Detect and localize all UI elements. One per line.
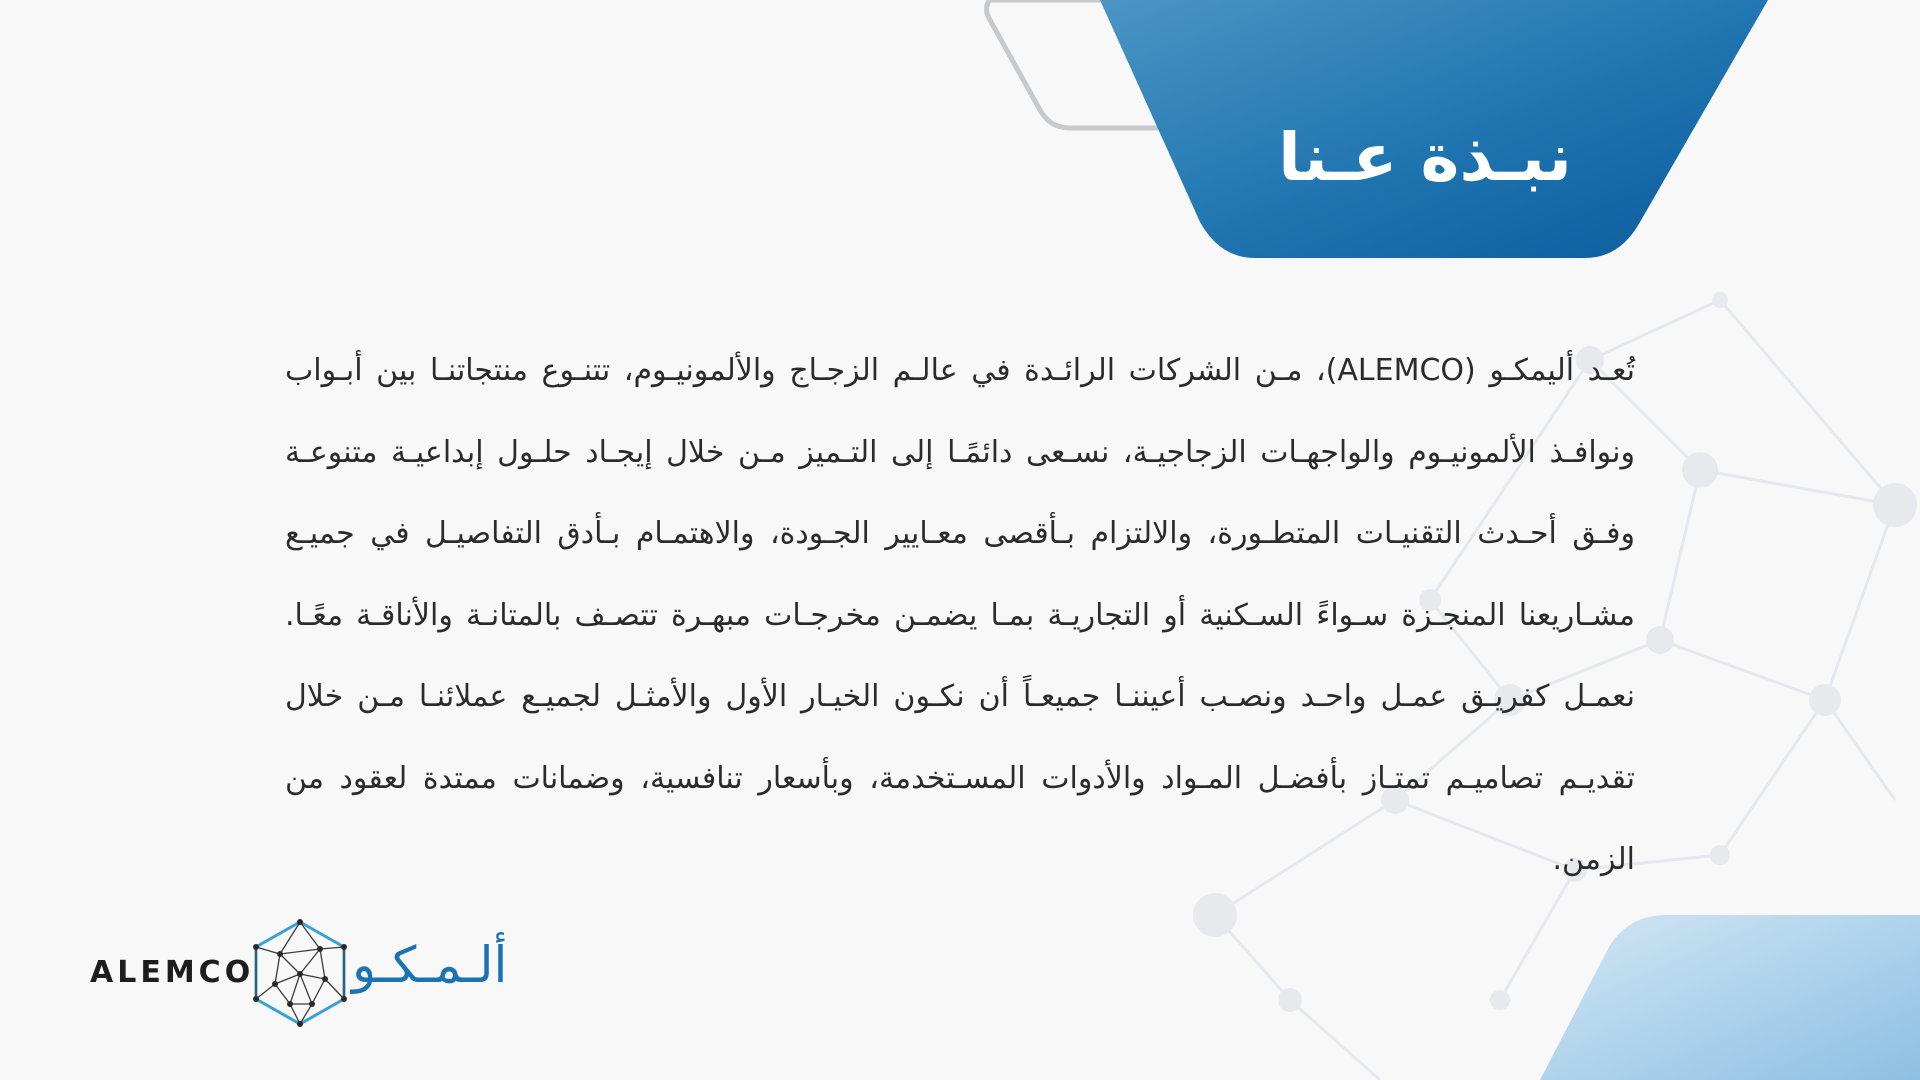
network-hexagon-icon (250, 919, 350, 1027)
about-paragraph: تُعـد أليمكـو (ALEMCO)، مـن الشركات الرائـدة في عالـم الزجـاج والألمونيـوم، تتنـوع منتجاتنـا بين أبـواب ونوافـذ الألمونيـوم والواجهـات الزجاجيـة، نسـعى دائمًـا إلى التـميز مـن خلال إيجـاد حلـول إبداعيـة متنوعـة وفـق أحـدث التقنيـات المتطـورة، والالتزام بـأقصى معـايير الجـودة، والاهتمـام بـأدق التفاصيـل في جميـع مشـاريعنا المنجـزة سـواءً السـكنية أو التجاريـة بمـا يضمـن مخرجـات مبهـرة تتصـف بالمتانـة والأناقـة معًـا. نعمـل كفريـق عمـل واحـد ونصـب أعيننـا جميعـاً أن نكـون الخيـار الأول والأمثـل لجميـع عملائنـا مـن خلال تقديـم تصاميـم تمتـاز بأفضـل المـواد والأدوات المسـتخدمة، وبأسعار تنافسية، وضمانات ممتدة لعقود من الزمن. (285, 353, 1635, 877)
corner-shape (1540, 915, 1920, 1080)
page-title: نبـذة عـنا (1278, 119, 1572, 196)
logo-latin-text: ALEMCO (90, 955, 255, 990)
company-logo (90, 915, 520, 1030)
logo-arabic-text: ألـمـكـو (352, 936, 508, 994)
